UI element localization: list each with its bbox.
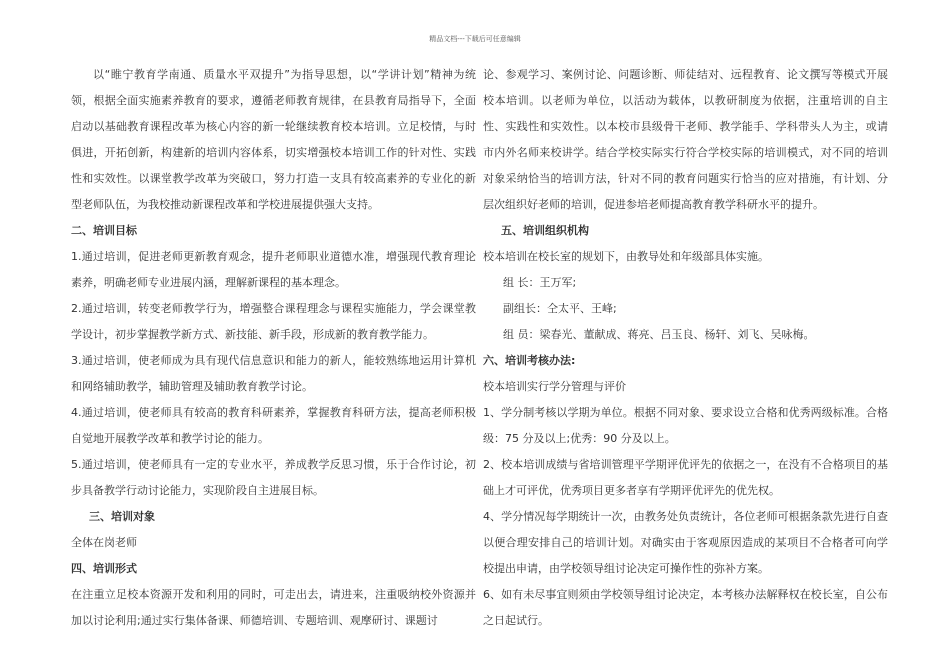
org-vice-leader: 副组长：仝太平、王峰; — [503, 302, 617, 315]
goal-item-2: 2.通过培训，转变老师教学行为，增强整合课程理念与课程实施能力，学会课堂教学设计，初步掌握教学新方式、新技能、新手段，形成新的教育教学能力。 — [71, 302, 476, 341]
section-heading-assessment: 六、培训考核办法: — [483, 354, 576, 367]
assessment-intro: 校本培训实行学分管理与评价 — [483, 380, 626, 393]
intro-paragraph: 以“睢宁教育学南通、质量水平双提升”为指导思想，以“学讲计划”精神为统领，根据全面实施素养教育的要求，遵循老师教育规律，在县教育局指导下，全面启动以基础教育课程改革为核心内容的新一轮继续教育校本培训。立足校情，与时俱进，开拓创新，构建新的培训内容体系，切实增强校本培训工作的针对性、实践性和实效性。以课堂教学改革为突破口，努力打造一支具有较高素养的专业化的新型老师队伍，为我校推动新课程改革和学校进展提供强大支持。 — [71, 68, 476, 211]
right-column — [483, 62, 888, 634]
org-leader: 组 长：王万军; — [503, 276, 577, 289]
form-paragraph-start: 在注重立足校本资源开发和利用的同时，可走出去，请进来，注重吸纳校外资源并加以讨论利用;通过实行集体备课、师德培训、专题培训、观摩研讨、课题讨 — [71, 588, 476, 627]
org-members: 组 员：梁春光、董献成、蒋亮、吕玉良、杨轩、刘飞、吴咏梅。 — [503, 328, 815, 341]
assessment-item-6: 6、如有未尽事宜则须由学校领导组讨论决定，本考核办法解释权在校长室，自公布之日起试行。 — [483, 588, 888, 627]
left-column — [71, 62, 476, 634]
goal-item-4: 4.通过培训，使老师具有较高的教育科研素养，掌握教育科研方法，提高老师积极自觉地开展教学改革和教学讨论的能力。 — [71, 406, 476, 445]
org-text: 校本培训在校长室的规划下，由教导处和年级部具体实施。 — [483, 250, 769, 263]
form-paragraph-cont: 论、参观学习、案例讨论、问题诊断、师徒结对、远程教育、论文撰写等模式开展校本培训。以老师为单位，以活动为载体，以教研制度为依据，注重培训的自主性、实践性和实效性。以本校市县级骨干老师、教学能手、学科带头人为主，或请市内外名师来校讲学。结合学校实际实行符合学校实际的培训模式，对不同的培训对象采纳恰当的培训方法，针对不同的教育问题实行恰当的应对措施，有计划、分层次组织好老师的培训，促进参培老师提高教育教学科研水平的提升。 — [483, 68, 888, 211]
section-heading-goals: 二、培训目标 — [71, 224, 137, 237]
section-heading-form: 四、培训形式 — [71, 562, 137, 575]
section-heading-org: 五、培训组织机构 — [501, 224, 589, 237]
target-text: 全体在岗老师 — [71, 536, 137, 549]
assessment-item-2: 2、校本培训成绩与省培训管理平学期评优评先的依据之一，在没有不合格项目的基础上才可评优，优秀项目更多者享有学期评优评先的优先权。 — [483, 458, 888, 497]
assessment-item-1: 1、学分制考核以学期为单位。根据不同对象、要求设立合格和优秀两级标准。合格级：75 分及以上;优秀：90 分及以上。 — [483, 406, 888, 445]
section-heading-target: 三、培训对象 — [89, 510, 155, 523]
assessment-item-4: 4、学分情况每学期统计一次，由教务处负责统计，各位老师可根据条款先进行自查以便合理安排自己的培训计划。对确实由于客观原因造成的某项目不合格者可向学校提出申请，由学校领导组讨论决定可操作性的弥补方案。 — [483, 510, 888, 575]
page-header: 精品文档---下载后可任意编辑 — [429, 35, 521, 43]
goal-item-1: 1.通过培训，促进老师更新教育观念，提升老师职业道德水准，增强现代教育理论素养，明确老师专业进展内涵，理解新课程的基本理念。 — [71, 250, 476, 289]
goal-item-3: 3.通过培训，使老师成为具有现代信息意识和能力的新人，能较熟练地运用计算机和网络辅助教学，辅助管理及辅助教育教学讨论。 — [71, 354, 476, 393]
goal-item-5: 5.通过培训，使老师具有一定的专业水平，养成教学反思习惯，乐于合作讨论，初步具备教学行动讨论能力，实现阶段自主进展目标。 — [71, 458, 476, 497]
